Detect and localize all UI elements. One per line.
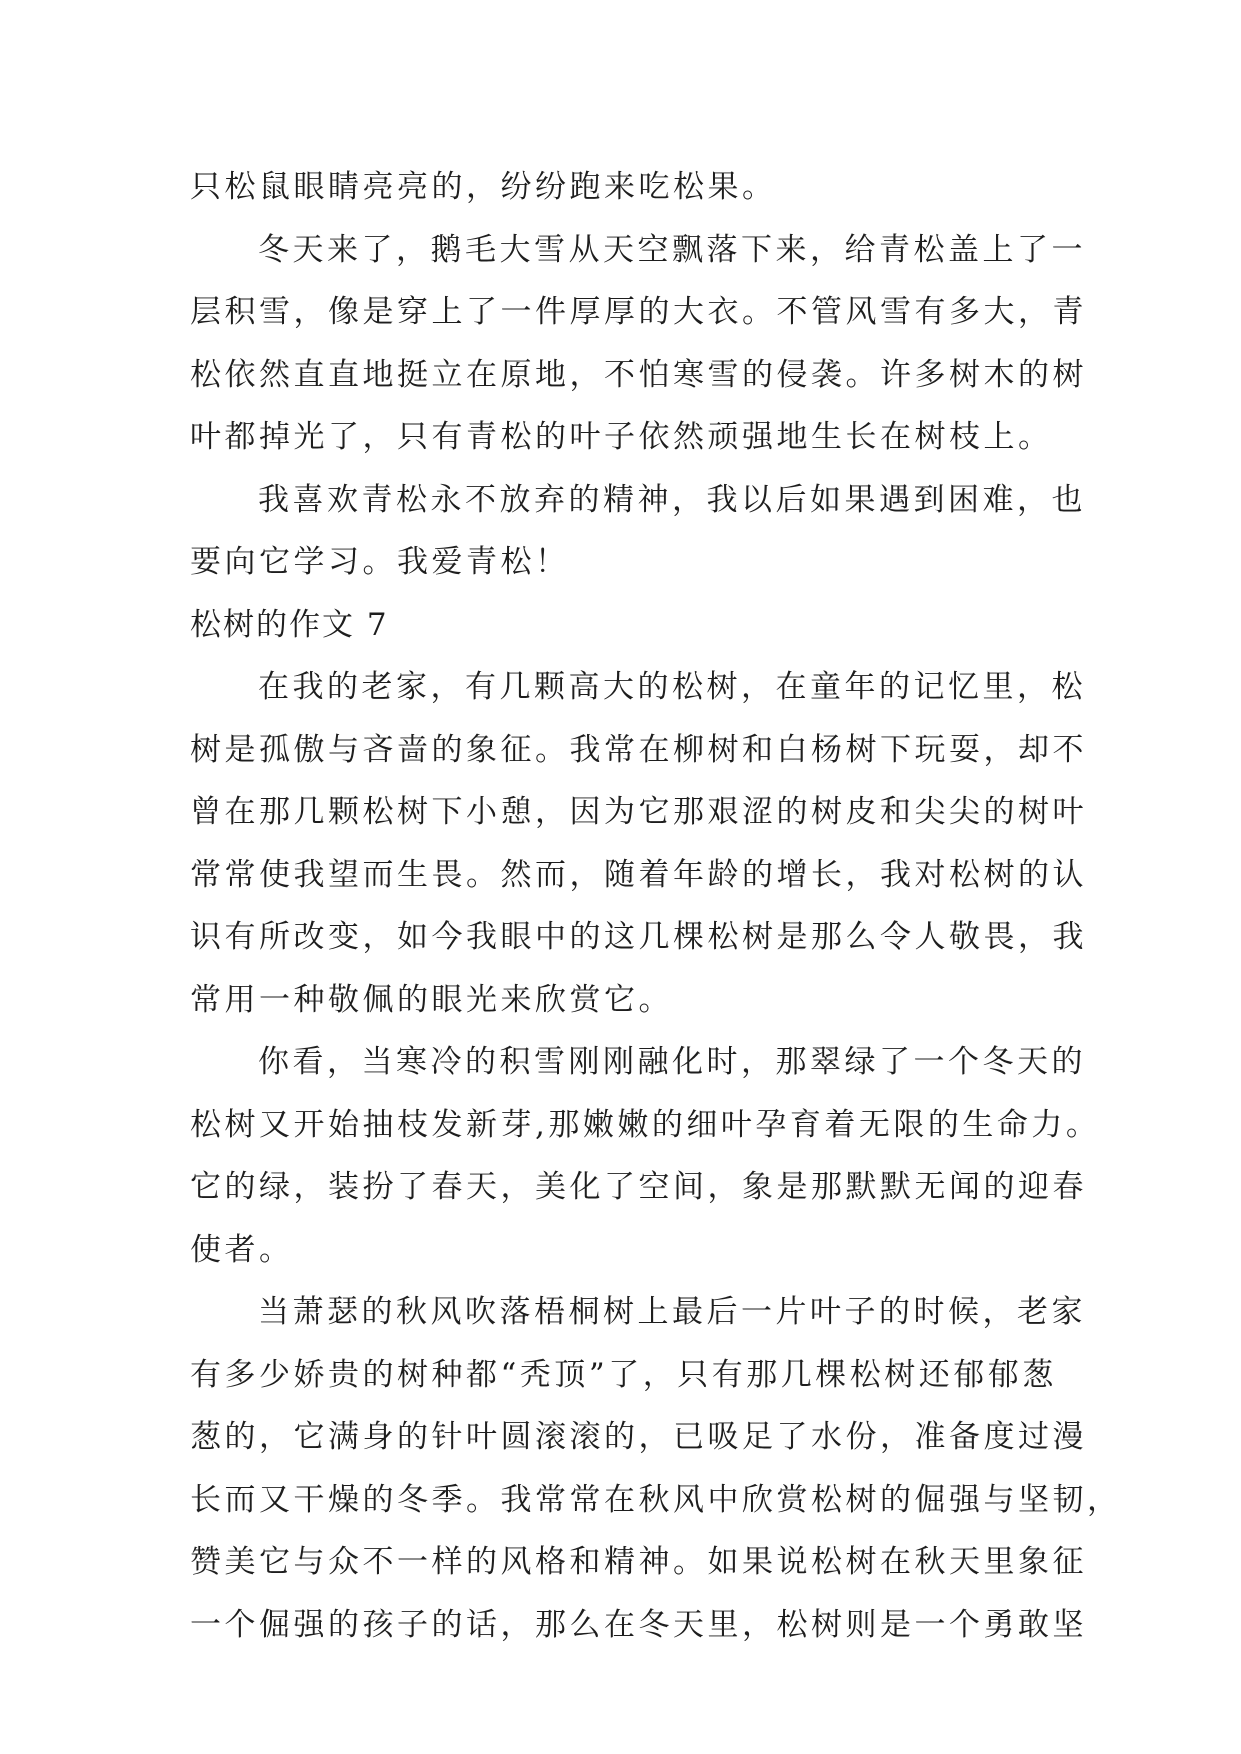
text-line: 有多少娇贵的树种都“秃顶”了，只有那几棵松树还郁郁葱 bbox=[190, 1356, 1057, 1393]
text-line: 只松鼠眼睛亮亮的，纷纷跑来吃松果。 bbox=[190, 169, 777, 205]
text-line: 常用一种敬佩的眼光来欣赏它。 bbox=[190, 981, 673, 1018]
paragraph-first-line: 我喜欢青松永不放弃的精神，我以后如果遇到困难，也 bbox=[258, 481, 1086, 518]
text-line: 叶都掉光了，只有青松的叶子依然顽强地生长在树枝上。 bbox=[190, 419, 1053, 455]
paragraph-first-line: 你看，当寒冷的积雪刚刚融化时，那翠绿了一个冬天的 bbox=[258, 1044, 1086, 1080]
text-line: 层积雪，像是穿上了一件厚厚的大衣。不管风雪有多大，青 bbox=[190, 294, 1087, 330]
text-line: 曾在那几颗松树下小憩，因为它那艰涩的树皮和尖尖的树叶 bbox=[190, 794, 1087, 830]
paragraph-first-line: 当萧瑟的秋风吹落梧桐树上最后一片叶子的时候，老家 bbox=[258, 1294, 1086, 1330]
text-line: 松树又开始抽枝发新芽,那嫩嫩的细叶孕育着无限的生命力。 bbox=[190, 1106, 1101, 1143]
section-heading: 松树的作文 7 bbox=[190, 606, 389, 643]
text-line: 识有所改变，如今我眼中的这几棵松树是那么令人敬畏，我 bbox=[190, 919, 1087, 955]
text-line: 树是孤傲与吝啬的象征。我常在柳树和白杨树下玩耍，却不 bbox=[190, 731, 1087, 768]
text-line: 长而又干燥的冬季。我常常在秋风中欣赏松树的倔强与坚韧， bbox=[190, 1481, 1122, 1518]
text-line: 松依然直直地挺立在原地，不怕寒雪的侵袭。许多树木的树 bbox=[190, 356, 1087, 393]
text-line: 常常使我望而生畏。然而，随着年龄的增长，我对松树的认 bbox=[190, 856, 1087, 893]
essay-body bbox=[190, 156, 1122, 1656]
text-line: 一个倔强的孩子的话，那么在冬天里，松树则是一个勇敢坚 bbox=[190, 1606, 1087, 1643]
paragraph-first-line: 冬天来了，鹅毛大雪从天空飘落下来，给青松盖上了一 bbox=[258, 231, 1086, 268]
text-line: 使者。 bbox=[190, 1231, 294, 1268]
text-line: 赞美它与众不一样的风格和精神。如果说松树在秋天里象征 bbox=[190, 1544, 1087, 1580]
text-line: 它的绿，装扮了春天，美化了空间，象是那默默无闻的迎春 bbox=[190, 1169, 1087, 1205]
paragraph-first-line: 在我的老家，有几颗高大的松树，在童年的记忆里，松 bbox=[258, 669, 1086, 705]
text-line: 葱的，它满身的针叶圆滚滚的，已吸足了水份，准备度过漫 bbox=[190, 1419, 1087, 1455]
text-line: 要向它学习。我爱青松！ bbox=[190, 544, 570, 580]
